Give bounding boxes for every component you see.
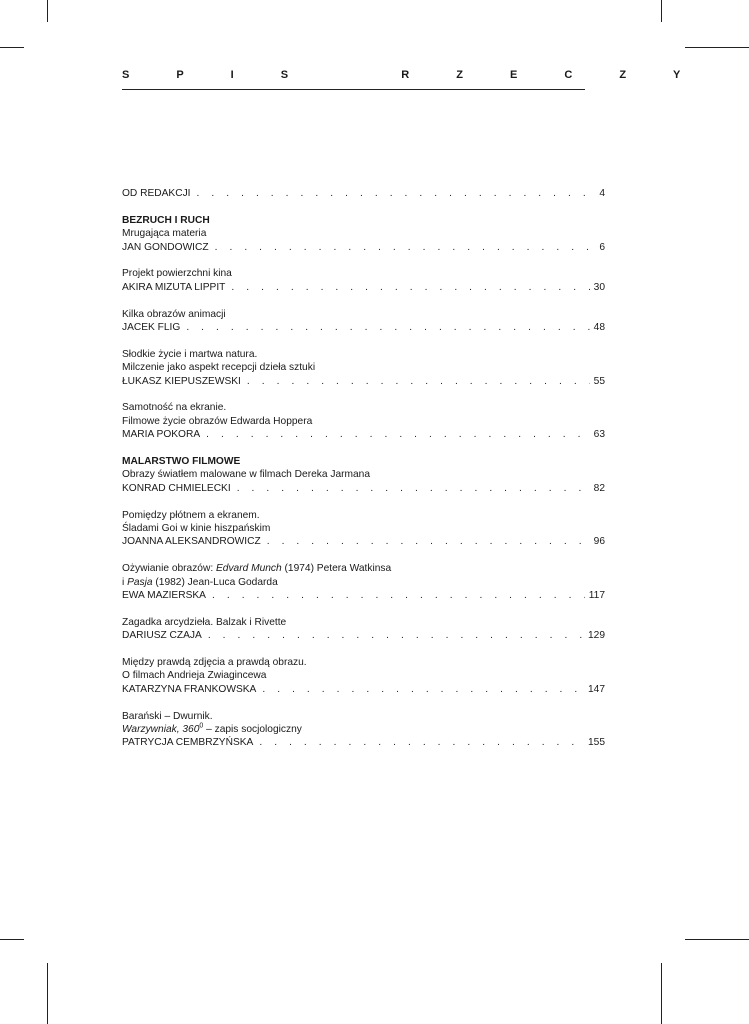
toc-article-title: Mrugająca materia (122, 228, 207, 240)
toc-entry (122, 187, 605, 200)
toc-entry (122, 348, 605, 388)
toc-author-row (122, 428, 605, 441)
crop-mark-bottom-left (47, 963, 48, 1024)
toc-author: PATRYCJA CEMBRZYŃSKA (122, 737, 254, 749)
toc-article-title: Obrazy światłem malowane w filmach Dereka Jarmana (122, 469, 370, 481)
toc-author-row (122, 375, 605, 388)
toc-page-number: 4 (599, 188, 605, 199)
toc-author: MARIA POKORA (122, 429, 201, 441)
toc-entry (122, 401, 605, 441)
toc-author-row (122, 281, 605, 294)
toc-author: JACEK FLIG (122, 322, 181, 334)
toc-article-subtitle: Filmowe życie obrazów Edwarda Hoppera (122, 415, 313, 427)
toc-entry (122, 562, 605, 602)
title-text: (1982) Jean-Luca Godarda (152, 576, 278, 588)
toc-article-subtitle: Milczenie jako aspekt recepcji dzieła sztuki (122, 362, 316, 374)
toc-article-title: Kilka obrazów animacji (122, 308, 226, 320)
toc-page-number: 129 (588, 630, 605, 642)
toc-author: OD REDAKCJI (122, 188, 191, 199)
toc-article-title: Projekt powierzchni kina (122, 268, 232, 280)
title-rule (122, 89, 585, 90)
title-text: (1974) Petera Watkinsa (281, 563, 392, 575)
toc-author-row (122, 683, 605, 696)
toc-dot-leader (197, 187, 594, 200)
toc-dot-leader (237, 482, 590, 495)
toc-section-heading: MALARSTWO FILMOWE (122, 456, 241, 468)
toc-article-title: Słodkie życie i martwa natura. (122, 348, 258, 360)
toc-author: JOANNA ALEKSANDROWICZ (122, 536, 261, 548)
toc-dot-leader (262, 683, 584, 696)
toc-author-row (122, 629, 605, 642)
toc-page-number: 96 (593, 536, 605, 548)
toc-article-subtitle (122, 723, 605, 736)
crop-mark-bottom-left-h (0, 939, 24, 940)
toc-article-title: Samotność na ekranie. (122, 402, 227, 414)
toc-page-number: 6 (599, 241, 605, 253)
toc-author-row (122, 241, 605, 254)
toc-article-subtitle (122, 576, 605, 589)
toc-page-number: 117 (588, 590, 605, 602)
title-italic: Pasja (127, 576, 153, 588)
title-text: Ożywianie obrazów: (122, 563, 216, 575)
toc-article-title: Między prawdą zdjęcia a prawdą obrazu. (122, 657, 307, 669)
toc-entry (122, 656, 605, 696)
title-italic: Warzywniak, 360 (122, 724, 200, 736)
toc-author-row (122, 736, 605, 749)
toc-author: AKIRA MIZUTA LIPPIT (122, 281, 226, 293)
degree-superscript: 0 (199, 722, 204, 730)
toc-dot-leader (231, 281, 589, 294)
toc-entry (122, 214, 605, 254)
toc-dot-leader (206, 428, 590, 441)
crop-mark-top-right (661, 0, 662, 22)
toc-entry (122, 267, 605, 294)
toc-author: JAN GONDOWICZ (122, 241, 209, 253)
toc-entry (122, 616, 605, 643)
toc-author: ŁUKASZ KIEPUSZEWSKI (122, 375, 241, 387)
toc-page-number: 155 (588, 737, 605, 749)
crop-mark-top-left-h (0, 47, 24, 48)
toc-author: EWA MAZIERSKA (122, 590, 206, 602)
toc-page-number: 147 (588, 683, 605, 695)
toc-dot-leader (215, 241, 593, 254)
toc-article-title: Pomiędzy płótnem a ekranem. (122, 509, 260, 521)
toc-article-title: Zagadka arcydzieła. Balzak i Rivette (122, 616, 287, 628)
toc-dot-leader (267, 535, 590, 548)
crop-mark-top-left (47, 0, 48, 22)
title-text: i (122, 576, 128, 588)
toc-author-row (122, 482, 605, 495)
toc-article-title: Barański – Dwurnik. (122, 710, 213, 722)
toc-author-row (122, 321, 605, 334)
title-text: – zapis socjologiczny (203, 724, 302, 736)
toc-article-subtitle: O filmach Andrieja Zwiagincewa (122, 670, 267, 682)
toc-entry (122, 455, 605, 495)
toc-page-number: 55 (593, 375, 605, 387)
toc-entry (122, 710, 605, 750)
toc-dot-leader (247, 375, 590, 388)
toc-page-number: 48 (593, 322, 605, 334)
crop-mark-bottom-right (661, 963, 662, 1024)
toc-page-number: 30 (593, 281, 605, 293)
toc-author-row (122, 187, 605, 200)
toc-dot-leader (259, 736, 584, 749)
toc-author: KATARZYNA FRANKOWSKA (122, 683, 257, 695)
toc-entry (122, 509, 605, 549)
toc-entry (122, 308, 605, 335)
toc-author-row (122, 589, 605, 602)
page-title: S P I S R Z E C Z Y (122, 69, 695, 81)
toc-dot-leader (186, 321, 589, 334)
toc-author: DARIUSZ CZAJA (122, 630, 202, 642)
table-of-contents (122, 187, 605, 763)
toc-page-number: 63 (593, 429, 605, 441)
toc-article-subtitle: Śladami Goi w kinie hiszpańskim (122, 523, 271, 535)
toc-author: KONRAD CHMIELECKI (122, 482, 231, 494)
toc-page-number: 82 (593, 482, 605, 494)
crop-mark-top-right-h (685, 47, 749, 48)
toc-article-title (122, 562, 605, 575)
title-italic: Edvard Munch (216, 563, 282, 575)
toc-dot-leader (212, 589, 585, 602)
toc-author-row (122, 535, 605, 548)
toc-dot-leader (208, 629, 584, 642)
toc-section-heading: BEZRUCH I RUCH (122, 214, 210, 226)
crop-mark-bottom-right-h (685, 939, 749, 940)
